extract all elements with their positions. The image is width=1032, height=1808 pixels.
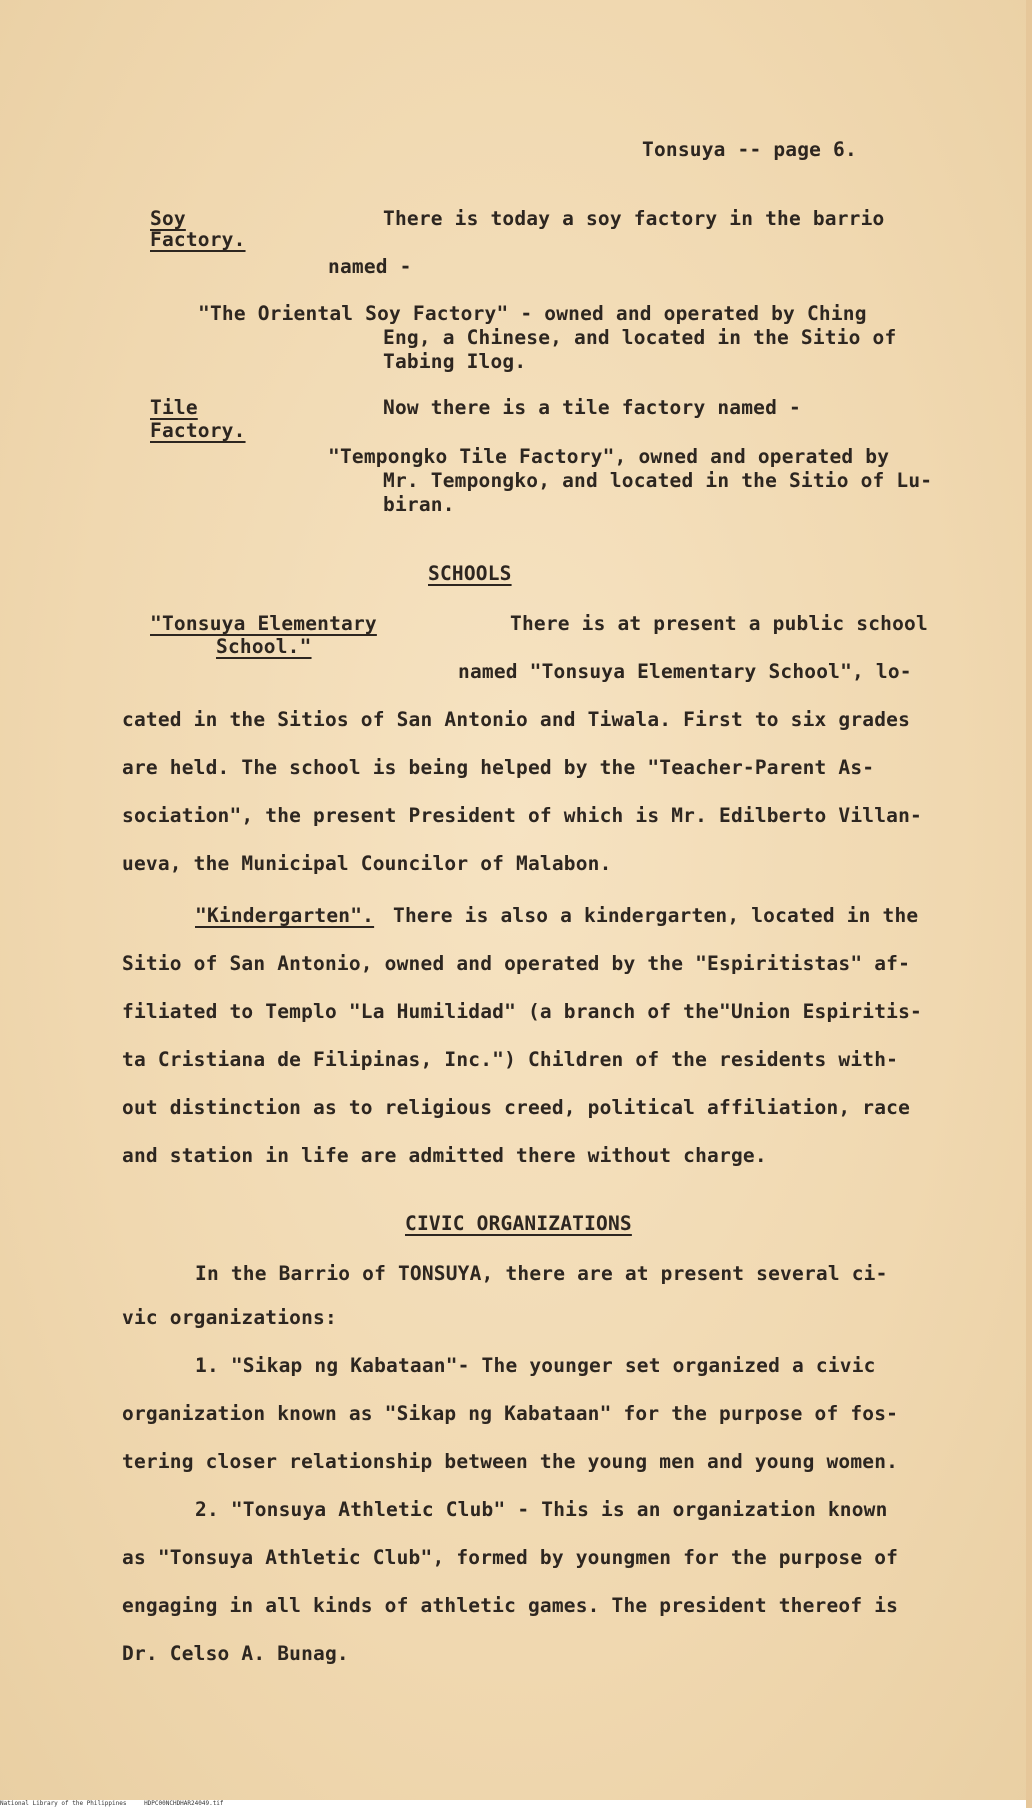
- item2-line-1: 2. "Tonsuya Athletic Club" - This is an organization known: [195, 1498, 888, 1521]
- scan-footer: [0, 1800, 238, 1808]
- tile-line-1: Now there is a tile factory named -: [383, 396, 801, 419]
- tile-entry-2: Mr. Tempongko, and located in the Sitio of Lu-: [383, 469, 933, 492]
- item1-line-3: tering closer relationship between the young men and young women.: [122, 1450, 899, 1473]
- footer-library: National Library of the Philippines: [0, 1800, 127, 1807]
- soy-entry-1: "The Oriental Soy Factory" - owned and operated by Ching: [198, 302, 867, 325]
- kindergarten-label: [195, 904, 374, 928]
- page-header: Tonsuya -- page 6.: [642, 138, 857, 161]
- item2-line-4: Dr. Celso A. Bunag.: [122, 1642, 349, 1665]
- school-line-2: named "Tonsuya Elementary School", lo-: [458, 660, 912, 683]
- civic-intro-2: vic organizations:: [122, 1306, 337, 1329]
- schools-heading: SCHOOLS: [428, 562, 512, 585]
- kinder-line-5: out distinction as to religious creed, political affiliation, race: [122, 1096, 911, 1119]
- kinder-line-6: and station in life are admitted there without charge.: [122, 1144, 767, 1167]
- soy-entry-2: Eng, a Chinese, and located in the Sitio of: [383, 326, 897, 349]
- kinder-line-1: There is also a kindergarten, located in the: [393, 904, 919, 927]
- school-side-label-2: School.": [216, 635, 312, 658]
- kinder-line-4: ta Cristiana de Filipinas, Inc.") Children of the residents with-: [122, 1048, 899, 1071]
- tile-side-label-2: Factory.: [150, 419, 246, 442]
- school-line-5: sociation", the present President of which is Mr. Edilberto Villan-: [122, 804, 922, 827]
- tile-entry-3: biran.: [383, 493, 455, 516]
- item2-line-3: engaging in all kinds of athletic games. The president thereof is: [122, 1594, 899, 1617]
- tile-entry-1: "Tempongko Tile Factory", owned and operated by: [328, 445, 890, 468]
- civic-heading: CIVIC ORGANIZATIONS: [405, 1212, 632, 1235]
- item1-line-1: 1. "Sikap ng Kabataan"- The younger set organized a civic: [195, 1354, 876, 1377]
- school-side-label-1: "Tonsuya Elementary: [150, 612, 377, 635]
- school-line-6: ueva, the Municipal Councilor of Malabon.: [122, 852, 612, 875]
- soy-entry-3: Tabing Ilog.: [383, 350, 527, 373]
- soy-side-label-2: Factory.: [150, 228, 246, 251]
- kinder-line-3: filiated to Templo "La Humilidad" (a branch of the"Union Espiritis-: [122, 1000, 922, 1023]
- kinder-line-2: Sitio of San Antonio, owned and operated by the "Espiritistas" af-: [122, 952, 911, 975]
- soy-side-label-1: Soy: [150, 207, 186, 230]
- school-line-4: are held. The school is being helped by the "Teacher-Parent As-: [122, 756, 875, 779]
- kindergarten-label-text: "Kindergarten".: [195, 904, 375, 927]
- school-line-3: cated in the Sitios of San Antonio and Tiwala. First to six grades: [122, 708, 911, 731]
- soy-line-1: There is today a soy factory in the barrio: [383, 207, 885, 230]
- footer-file: HDPC00NCHDHAR24049.tif: [144, 1800, 224, 1807]
- school-line-1: There is at present a public school: [510, 612, 928, 635]
- item2-line-2: as "Tonsuya Athletic Club", formed by youngmen for the purpose of: [122, 1546, 899, 1569]
- soy-line-2: named -: [328, 255, 412, 278]
- tile-side-label-1: Tile: [150, 396, 198, 419]
- item1-line-2: organization known as "Sikap ng Kabataan" for the purpose of fos-: [122, 1402, 899, 1425]
- civic-intro-1: In the Barrio of TONSUYA, there are at present several ci-: [195, 1262, 888, 1285]
